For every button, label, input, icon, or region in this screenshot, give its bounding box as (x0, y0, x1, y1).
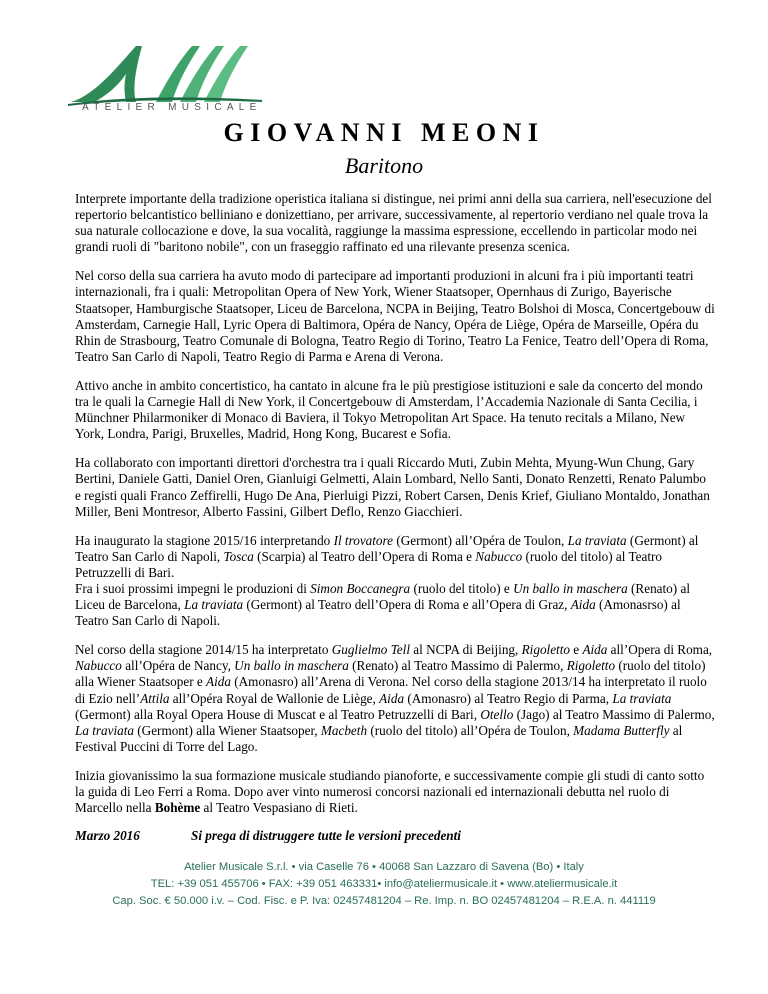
biography (75, 191, 715, 829)
artist-name: GIOVANNI MEONI (223, 118, 545, 147)
company-registration: Cap. Soc. € 50.000 i.v. – Cod. Fisc. e P. Iva: 02457481204 – Re. Imp. n. BO 02457481204 – R.E.A. n. 441119 (112, 895, 656, 907)
paragraph: Attivo anche in ambito concertistico, ha cantato in alcune fra le più prestigiose istituzioni e sale da concerto del mondo tra le quali la Carnegie Hall di New York, il Concertgebouw di Amsterdam, l’Accademia Nazionale di Santa Cecilia, i Münchner Philarmoniker di Monaco di Baviera, il Tokyo Metropolitan Art Space. Ha tenuto recitals a Milano, New York, Londra, Parigi, Bruxelles, Madrid, Hong Kong, Bucarest e Sofia. (75, 377, 703, 442)
company-contacts: TEL: +39 051 455706 • FAX: +39 051 463331• info@ateliermusicale.it • www.ateliermusicale.it (150, 878, 618, 890)
paragraph: Ha collaborato con importanti direttori d'orchestra tra i quali Riccardo Muti, Zubin Mehta, Myung-Wun Chung, Gary Bertini, Daniele Gatti, Daniel Oren, Gianluigi Gelmetti, Alain Lombard, Nello Santi, Donato Renzetti, Renato Palumbo e registi quali Franco Zeffirelli, Hugo De Ana, Pierluigi Pizzi, Robert Carsen, Denis Krief, Giuliano Montaldo, Jonathan Miller, Beni Montresor, Alberto Fassini, Gilbert Deflo, Renzo Giacchieri. (75, 455, 710, 519)
paragraph: Interprete importante della tradizione operistica italiana si distingue, nei primi anni della sua carriera, nell'esecuzione del repertorio belcantistico belliniano e donizettiano, per arrivare, successivamente, al repertorio verdiano nel quale trova la sua naturale collocazione e dove, la sua vocalità, raggiunge la massima espressione, eccellendo in particolar modo nei grandi ruoli di "baritono nobile", con un fraseggio raffinato ed una rilevante presenza scenica. (75, 191, 712, 255)
version-note (75, 828, 715, 844)
paragraph: Nel corso della sua carriera ha avuto modo di partecipare ad importanti produzioni in alcuni fra i più importanti teatri internazionali, fra i quali: Metropolitan Opera of New York, Wiener Staatsoper, Opernhaus di Zurigo, Bayerische Staatsoper, Hamburgische Staatsoper, Liceu de Barcelona, NCPA in Beijing, Teatro Bolshoi di Mosca, Concertgebouw di Amsterdam, Carnegie Hall, Lyric Opera di Baltimora, Opéra de Nancy, Opéra de Liège, Opéra de Marseille, Opéra du Rhin de Strasbourg, Teatro Comunale di Bologna, Teatro Regio di Torino, Teatro La Fenice, Teatro dell’Opera di Roma, Teatro San Carlo di Napoli, Teatro Regio di Parma e Arena di Verona. (75, 268, 715, 364)
voice-type: Baritono (344, 153, 424, 178)
paragraph-season-2015: Ha inaugurato la stagione 2015/16 interpretando Il trovatore (Germont) all’Opéra de Toulon, La traviata (Germont) al Teatro San Carlo di Napoli, Tosca (Scarpia) al Teatro dell’Opera di Roma e Nabucco (ruolo del titolo) al Teatro Petruzzelli di Bari. Fra i suoi prossimi impegni le produzioni di Simon Boccanegra (ruolo del titolo) e Un ballo in maschera (Renato) al Liceu de Barcelona, La traviata (Germont) al Teatro dell’Opera di Roma e all’Opera di Graz, Aida (Amonasrso) al Teatro San Carlo di Napoli. (75, 532, 699, 629)
logo-text: ATELIER MUSICALE (82, 102, 262, 113)
note-text: Si prega di distruggere tutte le versioni precedenti (191, 828, 461, 843)
company-address: Atelier Musicale S.r.l. • via Caselle 76 • 40068 San Lazzaro di Savena (Bo) • Italy (184, 861, 584, 873)
note-date: Marzo 2016 (75, 828, 140, 843)
paragraph-training: Inizia giovanissimo la sua formazione musicale studiando pianoforte, e successivamente compie gli studi di canto sotto la guida di Leo Ferri a Roma. Dopo aver vinto numerosi concorsi nazionali ed internazionali debutta nel ruolo di Marcello nella Bohème al Teatro Vespasiano di Rieti. (75, 767, 705, 816)
paragraph-season-2014: Nel corso della stagione 2014/15 ha interpretato Guglielmo Tell al NCPA di Beijing, Rigoletto e Aida all’Opera di Roma, Nabucco all’Opéra de Nancy, Un ballo in maschera (Renato) al Teatro Massimo di Palermo, Rigoletto (ruolo del titolo) alla Wiener Staatsoper e Aida (Amonasro) all’Arena di Verona. Nel corso della stagione 2013/14 ha interpretato il ruolo di Ezio nell’Attila all’Opéra Royal de Wallonie de Liège, Aida (Amonasro) al Teatro Regio di Parma, La traviata (Germont) alla Royal Opera House di Muscat e al Teatro Petruzzelli di Bari, Otello (Jago) al Teatro Massimo di Palermo, La traviata (Germont) alla Wiener Staatsoper, Macbeth (ruolo del titolo) all’Opéra de Toulon, Madama Butterfly al Festival Puccini di Torre del Lago. (75, 642, 715, 754)
